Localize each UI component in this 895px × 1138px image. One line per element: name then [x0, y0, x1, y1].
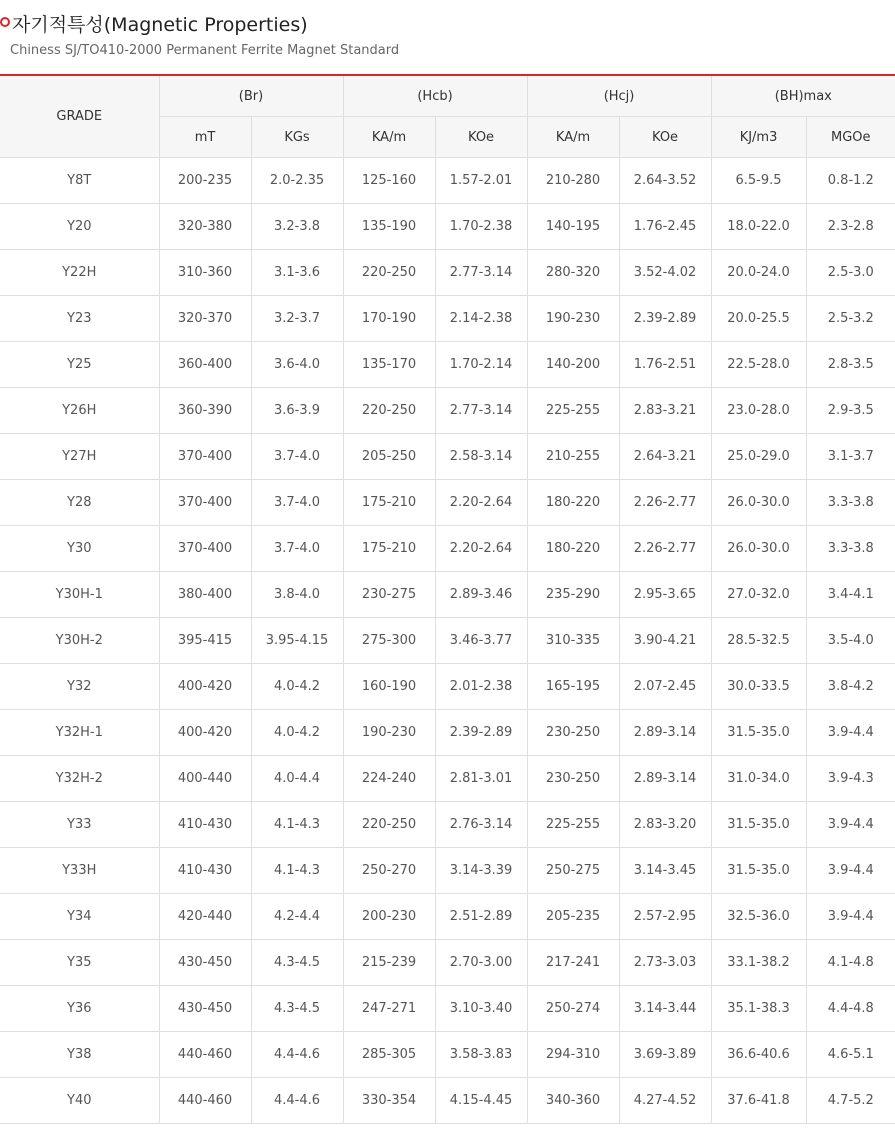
bhmax-mgoe-cell: 3.4-4.1	[806, 572, 895, 618]
table-row	[0, 618, 895, 664]
br-kgs-cell: 4.1-4.3	[251, 802, 343, 848]
hcb-group-header: (Hcb)	[343, 75, 527, 117]
table-body	[0, 158, 895, 1124]
grade-cell: Y27H	[0, 434, 159, 480]
hcb-koe-cell: 2.77-3.14	[435, 250, 527, 296]
hcj-koe-cell: 3.14-3.44	[619, 986, 711, 1032]
hcb-kam-cell: 230-275	[343, 572, 435, 618]
unit-header: KA/m	[527, 117, 619, 158]
hcb-koe-cell: 2.76-3.14	[435, 802, 527, 848]
hcj-koe-cell: 3.14-3.45	[619, 848, 711, 894]
hcj-koe-cell: 2.83-3.20	[619, 802, 711, 848]
hcj-kam-cell: 210-255	[527, 434, 619, 480]
bhmax-kjm3-cell: 23.0-28.0	[711, 388, 806, 434]
br-kgs-cell: 4.1-4.3	[251, 848, 343, 894]
bhmax-kjm3-cell: 30.0-33.5	[711, 664, 806, 710]
bhmax-kjm3-cell: 25.0-29.0	[711, 434, 806, 480]
table-row	[0, 388, 895, 434]
hcb-kam-cell: 125-160	[343, 158, 435, 204]
hcj-koe-cell: 2.83-3.21	[619, 388, 711, 434]
bhmax-mgoe-cell: 4.7-5.2	[806, 1078, 895, 1124]
bhmax-kjm3-cell: 26.0-30.0	[711, 480, 806, 526]
table-row	[0, 250, 895, 296]
table-row	[0, 1032, 895, 1078]
magnetic-properties-table	[0, 74, 895, 1124]
bhmax-kjm3-cell: 20.0-24.0	[711, 250, 806, 296]
hcb-koe-cell: 2.89-3.46	[435, 572, 527, 618]
hcb-koe-cell: 3.58-3.83	[435, 1032, 527, 1078]
bhmax-mgoe-cell: 0.8-1.2	[806, 158, 895, 204]
bhmax-kjm3-cell: 31.0-34.0	[711, 756, 806, 802]
unit-header: mT	[159, 117, 251, 158]
hcj-koe-cell: 4.27-4.52	[619, 1078, 711, 1124]
bhmax-mgoe-cell: 2.8-3.5	[806, 342, 895, 388]
grade-cell: Y36	[0, 986, 159, 1032]
hcb-kam-cell: 175-210	[343, 526, 435, 572]
grade-cell: Y23	[0, 296, 159, 342]
hcb-koe-cell: 2.81-3.01	[435, 756, 527, 802]
hcj-kam-cell: 190-230	[527, 296, 619, 342]
hcj-group-header: (Hcj)	[527, 75, 711, 117]
bhmax-mgoe-cell: 2.5-3.2	[806, 296, 895, 342]
br-kgs-cell: 3.6-3.9	[251, 388, 343, 434]
unit-header: KA/m	[343, 117, 435, 158]
hcj-koe-cell: 2.89-3.14	[619, 756, 711, 802]
br-kgs-cell: 4.4-4.6	[251, 1078, 343, 1124]
br-mt-cell: 370-400	[159, 526, 251, 572]
hcj-kam-cell: 280-320	[527, 250, 619, 296]
hcb-kam-cell: 220-250	[343, 250, 435, 296]
hcj-koe-cell: 1.76-2.51	[619, 342, 711, 388]
grade-cell: Y22H	[0, 250, 159, 296]
hcj-kam-cell: 235-290	[527, 572, 619, 618]
table-row	[0, 1078, 895, 1124]
grade-cell: Y20	[0, 204, 159, 250]
grade-cell: Y33H	[0, 848, 159, 894]
hcb-kam-cell: 215-239	[343, 940, 435, 986]
grade-cell: Y33	[0, 802, 159, 848]
hcb-kam-cell: 190-230	[343, 710, 435, 756]
hcb-kam-cell: 135-190	[343, 204, 435, 250]
bhmax-mgoe-cell: 3.9-4.4	[806, 710, 895, 756]
hcb-koe-cell: 2.01-2.38	[435, 664, 527, 710]
hcj-kam-cell: 225-255	[527, 388, 619, 434]
hcb-kam-cell: 220-250	[343, 802, 435, 848]
br-kgs-cell: 3.7-4.0	[251, 434, 343, 480]
br-mt-cell: 440-460	[159, 1078, 251, 1124]
hcj-koe-cell: 2.95-3.65	[619, 572, 711, 618]
bhmax-kjm3-cell: 37.6-41.8	[711, 1078, 806, 1124]
table-row	[0, 480, 895, 526]
table-row	[0, 204, 895, 250]
hcj-kam-cell: 250-274	[527, 986, 619, 1032]
hcb-koe-cell: 3.10-3.40	[435, 986, 527, 1032]
br-kgs-cell: 4.0-4.2	[251, 664, 343, 710]
hcb-kam-cell: 224-240	[343, 756, 435, 802]
unit-header: KGs	[251, 117, 343, 158]
hcj-koe-cell: 3.69-3.89	[619, 1032, 711, 1078]
hcj-koe-cell: 2.64-3.21	[619, 434, 711, 480]
br-kgs-cell: 3.95-4.15	[251, 618, 343, 664]
br-mt-cell: 430-450	[159, 986, 251, 1032]
hcb-koe-cell: 2.14-2.38	[435, 296, 527, 342]
unit-header: KOe	[435, 117, 527, 158]
table-row	[0, 158, 895, 204]
br-mt-cell: 370-400	[159, 480, 251, 526]
hcb-kam-cell: 175-210	[343, 480, 435, 526]
bhmax-kjm3-cell: 31.5-35.0	[711, 710, 806, 756]
bhmax-group-header: (BH)max	[711, 75, 895, 117]
hcb-kam-cell: 205-250	[343, 434, 435, 480]
table-row	[0, 664, 895, 710]
hcb-koe-cell: 2.77-3.14	[435, 388, 527, 434]
hcj-kam-cell: 250-275	[527, 848, 619, 894]
unit-header: KOe	[619, 117, 711, 158]
grade-cell: Y40	[0, 1078, 159, 1124]
hcj-kam-cell: 210-280	[527, 158, 619, 204]
br-kgs-cell: 4.3-4.5	[251, 940, 343, 986]
br-kgs-cell: 3.6-4.0	[251, 342, 343, 388]
br-kgs-cell: 4.3-4.5	[251, 986, 343, 1032]
hcj-kam-cell: 180-220	[527, 480, 619, 526]
hcb-kam-cell: 200-230	[343, 894, 435, 940]
bhmax-mgoe-cell: 3.3-3.8	[806, 526, 895, 572]
bhmax-kjm3-cell: 36.6-40.6	[711, 1032, 806, 1078]
bhmax-kjm3-cell: 26.0-30.0	[711, 526, 806, 572]
page-subtitle: Chiness SJ/TO410-2000 Permanent Ferrite Magnet Standard	[10, 43, 400, 58]
br-mt-cell: 360-390	[159, 388, 251, 434]
hcb-kam-cell: 160-190	[343, 664, 435, 710]
hcj-koe-cell: 2.26-2.77	[619, 526, 711, 572]
table-row	[0, 434, 895, 480]
bhmax-mgoe-cell: 2.3-2.8	[806, 204, 895, 250]
hcb-koe-cell: 1.70-2.14	[435, 342, 527, 388]
hcj-kam-cell: 294-310	[527, 1032, 619, 1078]
hcb-koe-cell: 2.20-2.64	[435, 480, 527, 526]
hcj-kam-cell: 165-195	[527, 664, 619, 710]
br-kgs-cell: 4.0-4.2	[251, 710, 343, 756]
br-mt-cell: 320-380	[159, 204, 251, 250]
br-mt-cell: 440-460	[159, 1032, 251, 1078]
bhmax-mgoe-cell: 3.9-4.4	[806, 802, 895, 848]
hcj-koe-cell: 1.76-2.45	[619, 204, 711, 250]
hcb-koe-cell: 2.58-3.14	[435, 434, 527, 480]
bhmax-kjm3-cell: 27.0-32.0	[711, 572, 806, 618]
grade-cell: Y30H-2	[0, 618, 159, 664]
hcb-kam-cell: 330-354	[343, 1078, 435, 1124]
bhmax-kjm3-cell: 33.1-38.2	[711, 940, 806, 986]
table-row	[0, 894, 895, 940]
hcb-koe-cell: 3.46-3.77	[435, 618, 527, 664]
bhmax-kjm3-cell: 22.5-28.0	[711, 342, 806, 388]
hcj-kam-cell: 205-235	[527, 894, 619, 940]
hcj-kam-cell: 310-335	[527, 618, 619, 664]
hcb-koe-cell: 2.70-3.00	[435, 940, 527, 986]
bhmax-mgoe-cell: 4.1-4.8	[806, 940, 895, 986]
br-group-header: (Br)	[159, 75, 343, 117]
grade-cell: Y8T	[0, 158, 159, 204]
bhmax-mgoe-cell: 2.9-3.5	[806, 388, 895, 434]
hcj-koe-cell: 2.07-2.45	[619, 664, 711, 710]
bhmax-kjm3-cell: 31.5-35.0	[711, 848, 806, 894]
bhmax-kjm3-cell: 18.0-22.0	[711, 204, 806, 250]
hcj-kam-cell: 180-220	[527, 526, 619, 572]
hcj-koe-cell: 2.64-3.52	[619, 158, 711, 204]
bhmax-mgoe-cell: 3.8-4.2	[806, 664, 895, 710]
bullet-circle-icon	[0, 17, 10, 27]
grade-cell: Y26H	[0, 388, 159, 434]
br-kgs-cell: 3.2-3.7	[251, 296, 343, 342]
br-mt-cell: 420-440	[159, 894, 251, 940]
hcj-koe-cell: 2.89-3.14	[619, 710, 711, 756]
bhmax-mgoe-cell: 2.5-3.0	[806, 250, 895, 296]
table-row	[0, 710, 895, 756]
hcb-koe-cell: 1.70-2.38	[435, 204, 527, 250]
hcb-koe-cell: 3.14-3.39	[435, 848, 527, 894]
grade-cell: Y34	[0, 894, 159, 940]
grade-cell: Y38	[0, 1032, 159, 1078]
hcb-kam-cell: 170-190	[343, 296, 435, 342]
hcb-kam-cell: 220-250	[343, 388, 435, 434]
table-row	[0, 296, 895, 342]
grade-column-header: GRADE	[0, 75, 159, 158]
bhmax-kjm3-cell: 20.0-25.5	[711, 296, 806, 342]
br-mt-cell: 360-400	[159, 342, 251, 388]
grade-cell: Y32H-2	[0, 756, 159, 802]
hcj-kam-cell: 140-195	[527, 204, 619, 250]
table-header-group-row	[0, 75, 895, 117]
bhmax-mgoe-cell: 3.5-4.0	[806, 618, 895, 664]
bhmax-mgoe-cell: 3.3-3.8	[806, 480, 895, 526]
br-kgs-cell: 3.7-4.0	[251, 480, 343, 526]
hcb-kam-cell: 250-270	[343, 848, 435, 894]
grade-cell: Y28	[0, 480, 159, 526]
br-kgs-cell: 4.4-4.6	[251, 1032, 343, 1078]
table-row	[0, 802, 895, 848]
table-row	[0, 848, 895, 894]
br-mt-cell: 400-420	[159, 710, 251, 756]
bhmax-mgoe-cell: 3.9-4.3	[806, 756, 895, 802]
hcb-koe-cell: 2.51-2.89	[435, 894, 527, 940]
hcj-koe-cell: 3.90-4.21	[619, 618, 711, 664]
grade-cell: Y32H-1	[0, 710, 159, 756]
grade-cell: Y35	[0, 940, 159, 986]
br-mt-cell: 400-420	[159, 664, 251, 710]
br-mt-cell: 380-400	[159, 572, 251, 618]
table-row	[0, 342, 895, 388]
br-mt-cell: 310-360	[159, 250, 251, 296]
hcj-kam-cell: 230-250	[527, 710, 619, 756]
hcj-kam-cell: 217-241	[527, 940, 619, 986]
hcj-kam-cell: 140-200	[527, 342, 619, 388]
hcj-koe-cell: 2.39-2.89	[619, 296, 711, 342]
table-row	[0, 986, 895, 1032]
unit-header: KJ/m3	[711, 117, 806, 158]
grade-cell: Y30H-1	[0, 572, 159, 618]
br-kgs-cell: 3.8-4.0	[251, 572, 343, 618]
hcj-koe-cell: 2.57-2.95	[619, 894, 711, 940]
hcj-kam-cell: 340-360	[527, 1078, 619, 1124]
grade-cell: Y25	[0, 342, 159, 388]
br-mt-cell: 200-235	[159, 158, 251, 204]
hcb-koe-cell: 2.39-2.89	[435, 710, 527, 756]
hcb-koe-cell: 4.15-4.45	[435, 1078, 527, 1124]
br-kgs-cell: 4.0-4.4	[251, 756, 343, 802]
hcj-koe-cell: 3.52-4.02	[619, 250, 711, 296]
hcj-koe-cell: 2.73-3.03	[619, 940, 711, 986]
br-kgs-cell: 3.7-4.0	[251, 526, 343, 572]
grade-cell: Y32	[0, 664, 159, 710]
bhmax-kjm3-cell: 32.5-36.0	[711, 894, 806, 940]
br-mt-cell: 395-415	[159, 618, 251, 664]
bhmax-kjm3-cell: 28.5-32.5	[711, 618, 806, 664]
br-kgs-cell: 3.1-3.6	[251, 250, 343, 296]
hcb-kam-cell: 135-170	[343, 342, 435, 388]
hcj-koe-cell: 2.26-2.77	[619, 480, 711, 526]
hcb-koe-cell: 2.20-2.64	[435, 526, 527, 572]
bhmax-kjm3-cell: 35.1-38.3	[711, 986, 806, 1032]
table-row	[0, 756, 895, 802]
br-mt-cell: 400-440	[159, 756, 251, 802]
table-row	[0, 940, 895, 986]
br-mt-cell: 410-430	[159, 848, 251, 894]
hcb-koe-cell: 1.57-2.01	[435, 158, 527, 204]
br-mt-cell: 370-400	[159, 434, 251, 480]
br-mt-cell: 410-430	[159, 802, 251, 848]
bhmax-mgoe-cell: 3.9-4.4	[806, 894, 895, 940]
table-row	[0, 572, 895, 618]
br-mt-cell: 430-450	[159, 940, 251, 986]
hcb-kam-cell: 285-305	[343, 1032, 435, 1078]
unit-header: MGOe	[806, 117, 895, 158]
bhmax-kjm3-cell: 31.5-35.0	[711, 802, 806, 848]
page-title: 자기적특성(Magnetic Properties)	[12, 14, 308, 36]
br-kgs-cell: 3.2-3.8	[251, 204, 343, 250]
hcb-kam-cell: 247-271	[343, 986, 435, 1032]
br-kgs-cell: 4.2-4.4	[251, 894, 343, 940]
br-kgs-cell: 2.0-2.35	[251, 158, 343, 204]
table-row	[0, 526, 895, 572]
bhmax-mgoe-cell: 3.9-4.4	[806, 848, 895, 894]
page-header	[0, 0, 895, 75]
grade-cell: Y30	[0, 526, 159, 572]
bhmax-mgoe-cell: 4.4-4.8	[806, 986, 895, 1032]
bhmax-mgoe-cell: 4.6-5.1	[806, 1032, 895, 1078]
br-mt-cell: 320-370	[159, 296, 251, 342]
bhmax-kjm3-cell: 6.5-9.5	[711, 158, 806, 204]
hcb-kam-cell: 275-300	[343, 618, 435, 664]
bhmax-mgoe-cell: 3.1-3.7	[806, 434, 895, 480]
hcj-kam-cell: 225-255	[527, 802, 619, 848]
hcj-kam-cell: 230-250	[527, 756, 619, 802]
